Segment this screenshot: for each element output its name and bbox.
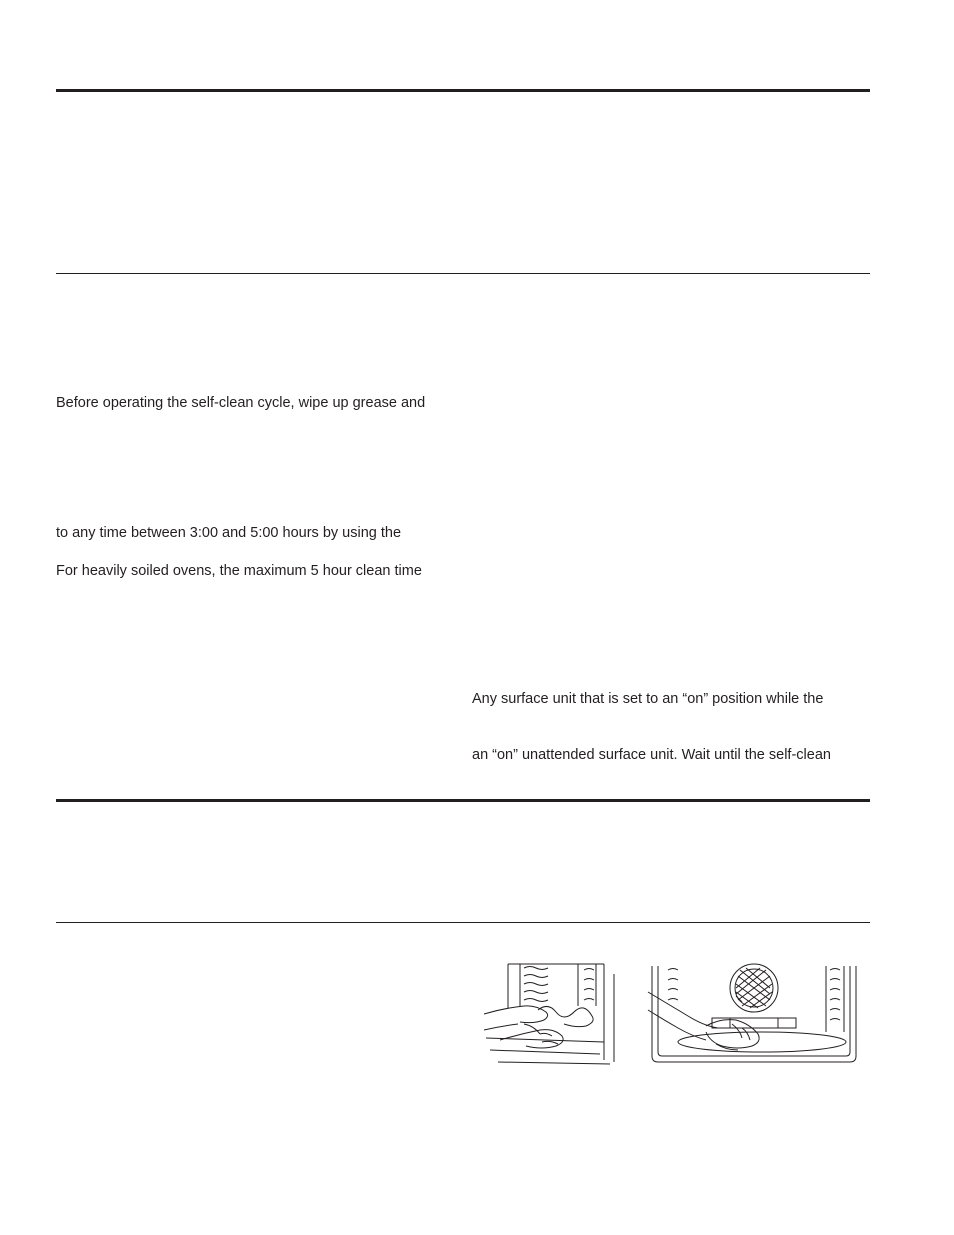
section-rule-1 (56, 273, 870, 274)
body-line: Before operating the self-clean cycle, wipe up grease and (56, 395, 426, 411)
body-line: to any time between 3:00 and 5:00 hours by using the (56, 525, 402, 541)
section-rule-2 (56, 799, 870, 802)
section-rule-3 (56, 922, 870, 923)
section-rule-top (56, 89, 870, 92)
hand-wiping-oven-side-icon (480, 960, 620, 1066)
body-line: an “on” unattended surface unit. Wait until the self-clean (472, 747, 831, 763)
hand-wiping-oven-bottom-icon (646, 962, 862, 1066)
body-line: Any surface unit that is set to an “on” position while the (472, 691, 824, 707)
body-line: For heavily soiled ovens, the maximum 5 hour clean time (56, 563, 422, 579)
